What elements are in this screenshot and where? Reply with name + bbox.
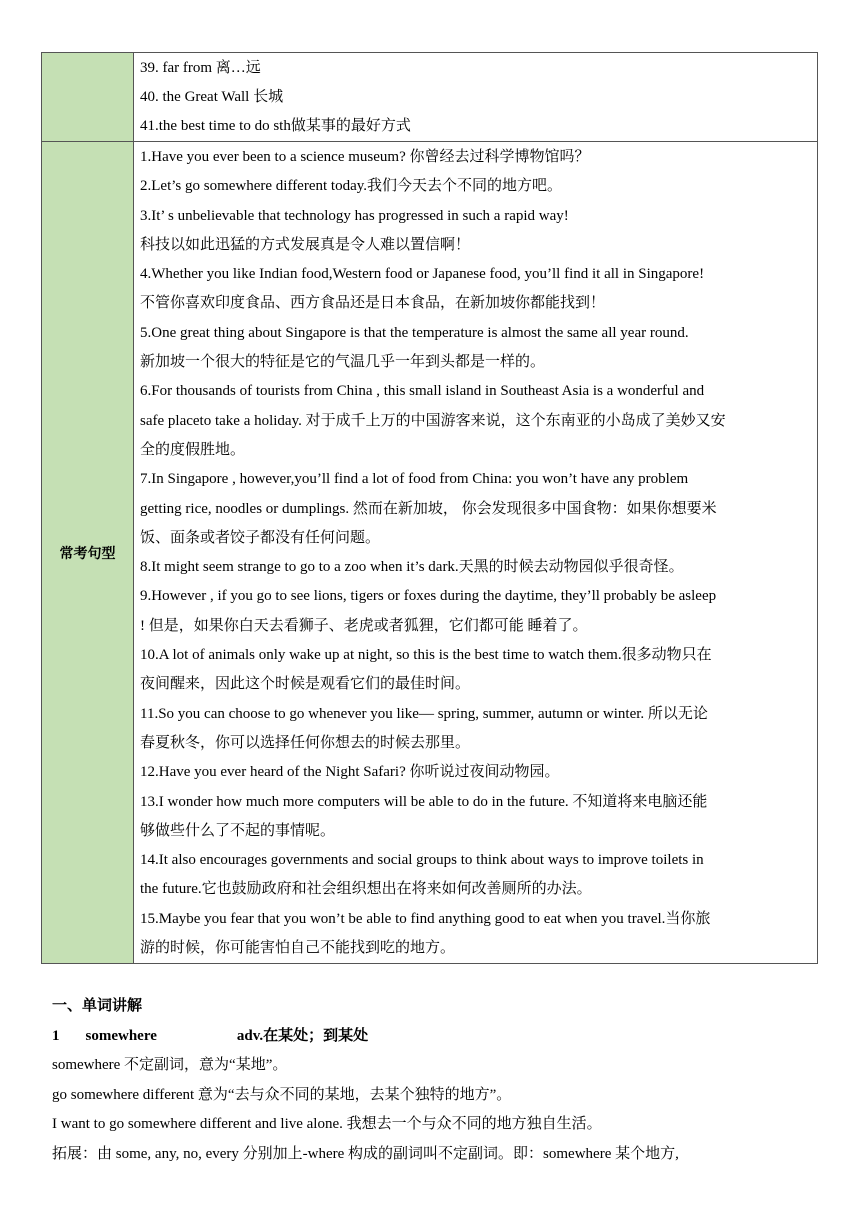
vocab-section: [52, 992, 822, 1169]
sentence-line: 13.I wonder how much more computers will be able to do in the future. 不知道将来电脑还能: [140, 793, 708, 810]
phrases-label-cell: [42, 53, 134, 142]
vocab-entry: [52, 1022, 822, 1052]
sentences-cell: [134, 142, 818, 964]
sentence-line: 14.It also encourages governments and social groups to think about ways to improve toilets in: [140, 852, 704, 869]
vocab-number: 1: [52, 1027, 60, 1044]
phrases-row: [42, 53, 818, 142]
phrase-line: 41.the best time to do sth做某事的最好方式: [140, 118, 411, 134]
sentence-line: 12.Have you ever heard of the Night Safari? 你听说过夜间动物园。: [140, 764, 560, 781]
sentence-line: ! 但是，如果你白天去看狮子、老虎或者狐狸，它们都可能 睡着了。: [140, 617, 588, 634]
sentence-line: 6.For thousands of tourists from China , this small island in Southeast Asia is a wonderful and: [140, 383, 705, 400]
summary-table: [41, 52, 818, 964]
vocab-word: somewhere: [85, 1027, 157, 1044]
phrases-cell: [134, 53, 818, 142]
sentence-line: 新加坡一个很大的特征是它的气温几乎一年到头都是一样的。: [140, 354, 546, 371]
note-line: go somewhere different 意为“去与众不同的某地，去某个独特的地方”。: [52, 1086, 512, 1103]
section-heading: 一、单词讲解: [52, 998, 143, 1014]
sentence-line: 4.Whether you like Indian food,Western food or Japanese food, you’ll find it all in Singapore!: [140, 266, 705, 283]
sentence-line: safe placeto take a holiday. 对于成千上万的中国游客来说，这个东南亚的小岛成了美妙又安: [140, 412, 726, 429]
sentence-line: getting rice, noodles or dumplings. 然而在新加坡， 你会发现很多中国食物：如果你想要米: [140, 500, 717, 517]
sentence-line: 1.Have you ever been to a science museum? 你曾经去过科学博物馆吗？: [140, 149, 590, 165]
sentence-line: 9.However , if you go to see lions, tigers or foxes during the daytime, they’ll probably be asleep: [140, 588, 717, 605]
sentences-label: 常考句型: [42, 142, 134, 964]
phrase-line: 40. the Great Wall 长城: [140, 89, 284, 105]
sentence-line: 夜间醒来，因此这个时候是观看它们的最佳时间。: [140, 676, 471, 693]
note-line: I want to go somewhere different and live alone. 我想去一个与众不同的地方独自生活。: [52, 1116, 602, 1132]
sentences-row: [42, 142, 818, 964]
sentence-line: 15.Maybe you fear that you won’t be able to find anything good to eat when you travel.当你旅: [140, 910, 711, 927]
vocab-definition: adv.在某处；到某处: [236, 1027, 369, 1044]
sentence-line: 游的时候，你可能害怕自己不能找到吃的地方。: [140, 940, 456, 957]
sentence-line: 5.One great thing about Singapore is that the temperature is almost the same all year round.: [140, 324, 689, 341]
sentence-line: 2.Let’s go somewhere different today.我们今天去个不同的地方吧。: [140, 178, 563, 195]
phrase-line: 39. far from 离…远: [140, 60, 261, 76]
sentence-line: 7.In Singapore , however,you’ll find a lot of food from China: you won’t have any problem: [140, 471, 689, 488]
sentence-line: 科技以如此迅猛的方式发展真是令人难以置信啊！: [140, 236, 471, 253]
sentence-line: the future.它也鼓励政府和社会组织想出在将来如何改善厕所的办法。: [140, 881, 592, 898]
sentence-line: 11.So you can choose to go whenever you like— spring, summer, autumn or winter. 所以无论: [140, 705, 708, 722]
note-line: somewhere 不定副词，意为“某地”。: [52, 1057, 288, 1073]
sentence-line: 春夏秋冬，你可以选择任何你想去的时候去那里。: [140, 734, 471, 751]
sentence-line: 8.It might seem strange to go to a zoo when it’s dark.天黑的时候去动物园似乎很奇怪。: [140, 559, 684, 576]
note-line: 拓展：由 some, any, no, every 分别加上-where 构成的副词叫不定副词。即：somewhere 某个地方,: [52, 1145, 679, 1162]
sentence-line: 3.It’ s unbelievable that technology has progressed in such a rapid way!: [140, 207, 569, 224]
sentence-line: 不管你喜欢印度食品、西方食品还是日本食品，在新加坡你都能找到！: [140, 295, 606, 312]
sentence-line: 10.A lot of animals only wake up at night, so this is the best time to watch them.很多动物只在: [140, 647, 712, 664]
sentence-line: 全的度假胜地。: [140, 441, 246, 458]
sentence-line: 够做些什么了不起的事情呢。: [140, 822, 336, 839]
sentence-line: 饭、面条或者饺子都没有任何问题。: [140, 529, 381, 546]
